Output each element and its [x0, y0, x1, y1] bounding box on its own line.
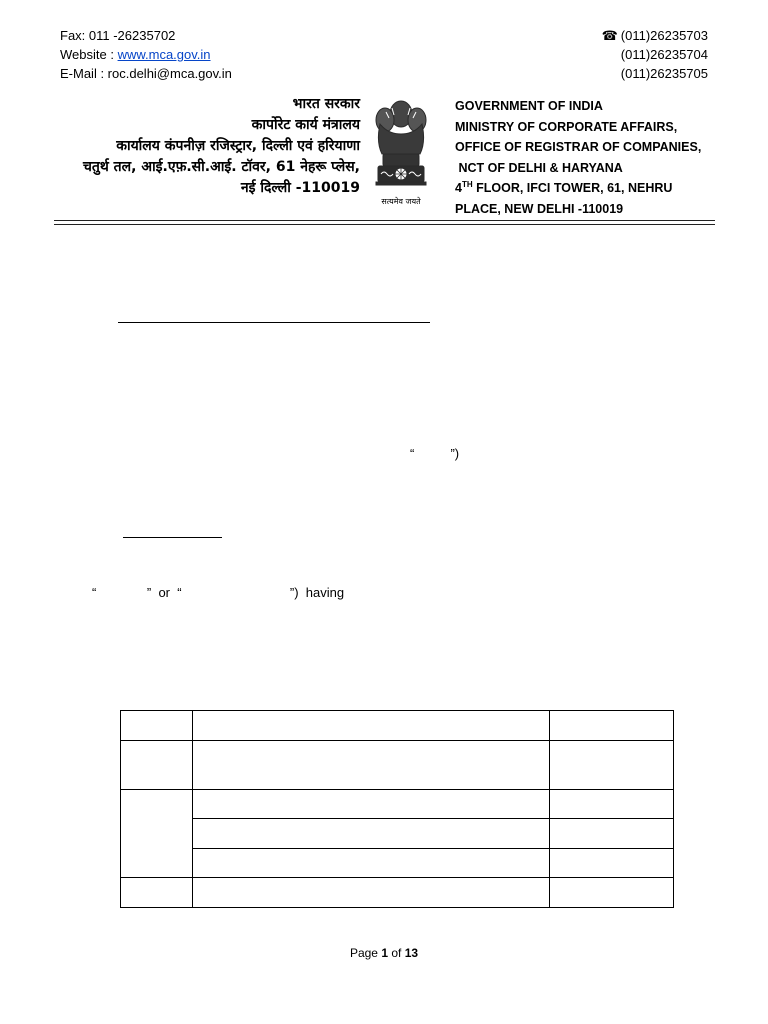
english-address	[455, 96, 701, 219]
table-cell	[550, 819, 674, 849]
page-total: 13	[404, 946, 419, 960]
table-cell	[550, 849, 674, 878]
table-cell	[193, 790, 550, 819]
table-cell	[121, 711, 193, 741]
hindi-line: कार्पोरेट कार्य मंत्रालय	[251, 117, 360, 133]
hindi-line: चतुर्थ तल, आई.एफ़.सी.आई. टॉवर, 61 नेहरू प्लेस,	[82, 159, 360, 175]
page-of: of	[388, 946, 405, 960]
english-line: MINISTRY OF CORPORATE AFFAIRS,	[455, 119, 678, 134]
having-fragment: “ ” or “ ”) having	[92, 585, 345, 600]
table-cell	[193, 711, 550, 741]
hindi-line: नई दिल्ली -110019	[240, 180, 360, 196]
page-footer	[0, 946, 768, 960]
page-current: 1	[381, 946, 388, 960]
phone-number: (011)26235703	[620, 28, 708, 43]
table-cell	[121, 790, 193, 878]
table-cell	[550, 711, 674, 741]
quote-fragment: “ ”)	[410, 446, 460, 461]
empty-table	[120, 710, 674, 908]
hindi-line: कार्यालय कंपनीज़ रजिस्ट्रार, दिल्ली एवं हरियाणा	[116, 138, 360, 154]
email-text: E-Mail : roc.delhi@mca.gov.in	[60, 66, 232, 81]
website-link[interactable]: www.mca.gov.in	[117, 47, 211, 62]
floor-rest: FLOOR, IFCI TOWER, 61, NEHRU	[472, 181, 673, 195]
table-cell	[121, 741, 193, 790]
header-rule-top	[54, 220, 715, 221]
floor-number: 4	[455, 181, 462, 195]
national-emblem-icon	[366, 94, 436, 206]
table-cell	[121, 878, 193, 908]
table-cell	[550, 878, 674, 908]
hindi-address	[40, 94, 360, 199]
website-row	[60, 45, 232, 64]
contact-left	[60, 26, 232, 83]
phone-row-1	[590, 26, 708, 45]
english-line: PLACE, NEW DELHI -110019	[455, 201, 624, 216]
emblem-motto: सत्यमेव जयते	[381, 197, 421, 206]
hindi-line: भारत सरकार	[292, 96, 360, 112]
website-label: Website :	[60, 47, 118, 62]
page-prefix: Page	[349, 946, 382, 960]
phone-number: (011)26235705	[620, 66, 708, 81]
fax-text: Fax: 011 -26235702	[60, 28, 176, 43]
header-rule-bottom	[54, 224, 715, 225]
table-cell	[193, 849, 550, 878]
underline-blank	[118, 322, 430, 323]
english-line: GOVERNMENT OF INDIA	[455, 99, 603, 113]
english-line: NCT OF DELHI & HARYANA	[455, 160, 623, 175]
table-cell	[193, 878, 550, 908]
table-cell	[193, 819, 550, 849]
underline-blank	[123, 537, 222, 538]
table-cell	[193, 741, 550, 790]
phone-number: (011)26235704	[620, 47, 708, 62]
phone-icon: ☎	[601, 28, 618, 43]
floor-suffix: TH	[461, 179, 473, 189]
english-line: OFFICE OF REGISTRAR OF COMPANIES,	[455, 140, 702, 154]
table-cell	[550, 790, 674, 819]
table-cell	[550, 741, 674, 790]
english-line-floor	[455, 178, 701, 199]
contact-right	[590, 26, 708, 83]
